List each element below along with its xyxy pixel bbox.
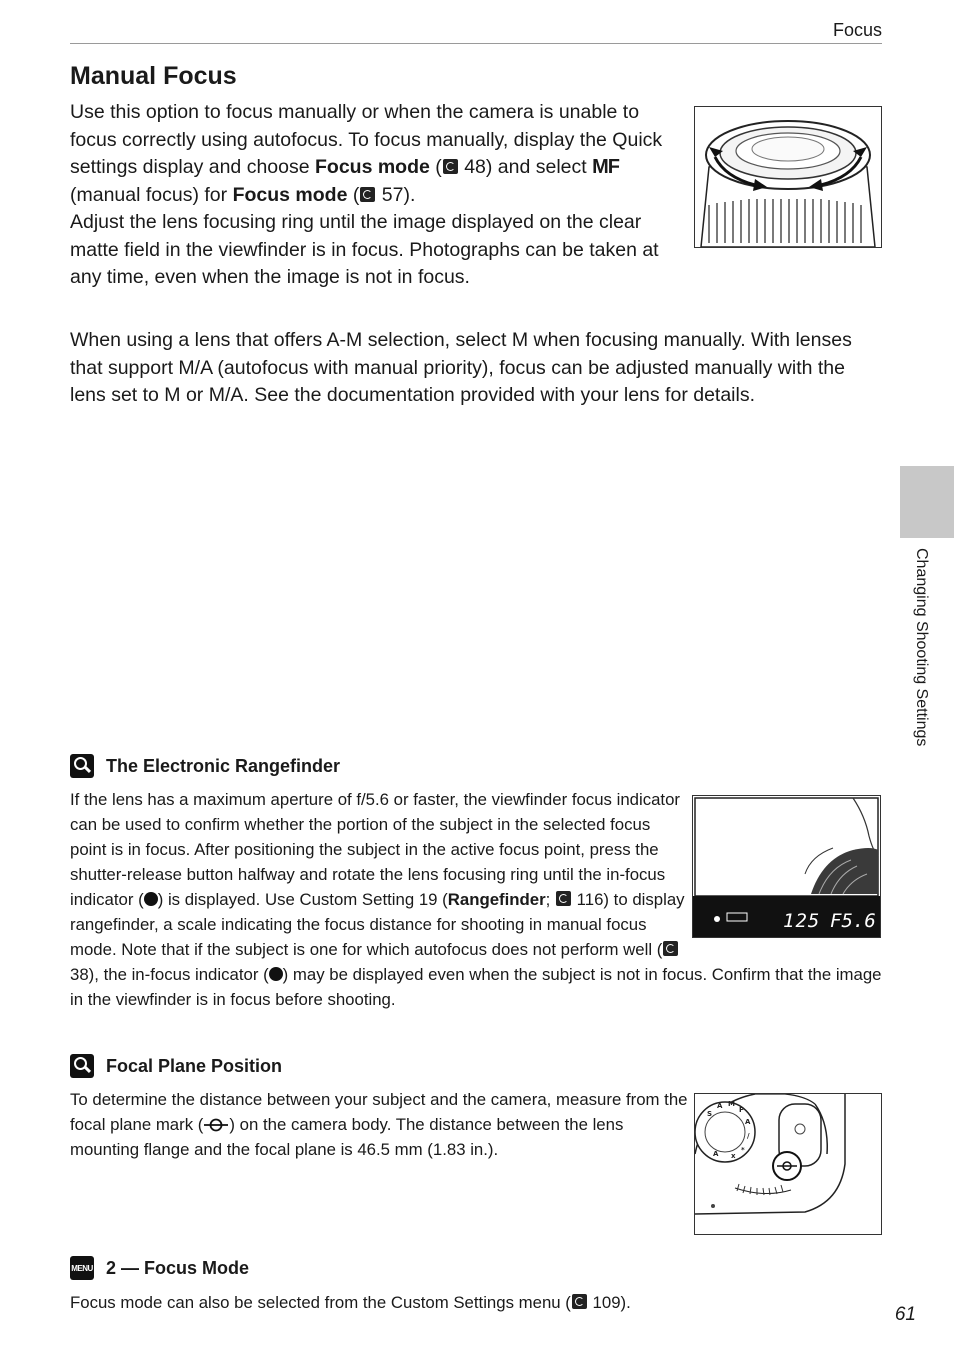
in-focus-indicator-icon bbox=[144, 892, 158, 906]
svg-text:A: A bbox=[713, 1150, 719, 1158]
intro-text: 48) and select bbox=[458, 156, 593, 178]
manual-focus-icon: MF bbox=[592, 156, 620, 178]
focal-plane-mark-icon bbox=[203, 1118, 229, 1132]
page-number: 61 bbox=[894, 1304, 916, 1325]
rangefinder-heading bbox=[70, 754, 340, 778]
svg-text:S: S bbox=[707, 1110, 713, 1118]
in-focus-indicator-icon bbox=[269, 967, 283, 981]
rangefinder-body bbox=[70, 787, 885, 1012]
am-selection-paragraph: When using a lens that offers A-M selection, select M when focusing manually. With lenses that support M/A (autofocus with manual priority), focus can be adjusted manually with the lens set to M or M/A. See the documentation provided with your lens for details. bbox=[70, 329, 852, 406]
header-rule bbox=[70, 43, 882, 44]
intro-text: 57). bbox=[376, 183, 416, 206]
rangefinder-term: Rangefinder bbox=[447, 890, 546, 909]
focus-mode-ref-text: 109). bbox=[587, 1293, 631, 1312]
camera-top-illustration bbox=[694, 1093, 882, 1235]
focus-mode-ref-paragraph bbox=[70, 1290, 770, 1315]
rangefinder-text: ) may be displayed even when the subject is not in focus. Confirm that the image in the viewfinder is in focus before shooting. bbox=[70, 965, 882, 1009]
svg-text:x: x bbox=[731, 1152, 736, 1160]
vf-aperture-readout: F5.6 bbox=[830, 910, 876, 932]
intro-text: (manual focus) for bbox=[70, 183, 233, 206]
page-reference-icon bbox=[556, 891, 571, 906]
rangefinder-text: ) is displayed. Use Custom Setting 19 ( bbox=[157, 890, 448, 909]
rangefinder-text: 38), the in-focus indicator ( bbox=[70, 965, 269, 984]
page-reference-icon bbox=[572, 1294, 587, 1309]
lens-focus-ring-illustration bbox=[694, 106, 882, 248]
svg-text:M: M bbox=[728, 1100, 735, 1108]
svg-text:*: * bbox=[741, 1146, 745, 1154]
focal-plane-text: To determine the distance between your subject and the camera, measure from the focal plane mark ( bbox=[70, 1090, 688, 1134]
svg-text:A: A bbox=[745, 1118, 751, 1126]
intro-text: Use this option to focus manually or when the camera is unable to focus correctly using autofocus. To focus manually, display the Quick settings display and choose bbox=[70, 101, 663, 178]
chapter-side-label: Changing Shooting Settings bbox=[913, 548, 930, 747]
svg-text:/: / bbox=[747, 1132, 750, 1140]
focal-plane-text: ) on the camera body. The distance between the lens mounting flange and the focal plane is 46.5 mm (1.83 in.). bbox=[70, 1115, 624, 1159]
focus-mode-ref-heading-text: 2 — Focus Mode bbox=[106, 1257, 250, 1278]
page-reference-icon bbox=[663, 941, 678, 956]
focal-plane-heading bbox=[70, 1054, 282, 1078]
page-title: Manual Focus bbox=[70, 62, 237, 90]
rangefinder-text: If the lens has a maximum aperture of f/5.6 or faster, the viewfinder focus indicator can be used to confirm whether the portion of the subject in the selected focus point is in focus. After positioning the subject in the active focus point, press the shutter-release button halfway and rotate the lens focusing ring until the in-focus indicator ( bbox=[70, 790, 681, 909]
focal-plane-paragraph bbox=[70, 1087, 688, 1162]
camera-top-drawing bbox=[695, 1094, 881, 1234]
rangefinder-text: 116) to display rangefinder, a scale indicating the focus distance for shooting in manual focus mode. Note that if the subject is one for which autofocus does not perform well ( bbox=[70, 890, 685, 959]
intro-paragraph-2: Adjust the lens focusing ring until the image displayed on the clear matte field in the viewfinder is in focus. Photographs can be taken at any time, even when the image is not in focus. bbox=[70, 211, 659, 288]
intro-paragraph-1 bbox=[70, 99, 680, 209]
intro-text: ( bbox=[347, 183, 360, 206]
focus-mode-term: Focus mode bbox=[315, 156, 430, 178]
vf-shutter-readout: 125 bbox=[783, 910, 821, 932]
focus-mode-ref-heading bbox=[70, 1256, 249, 1280]
svg-text:A: A bbox=[717, 1102, 723, 1110]
chapter-side-tab bbox=[900, 466, 954, 538]
page-reference-icon bbox=[443, 159, 458, 174]
note-magnifier-icon bbox=[70, 1054, 94, 1078]
intro-text: ( bbox=[429, 156, 442, 178]
running-header: Focus bbox=[832, 20, 882, 40]
page-reference-icon bbox=[360, 187, 375, 202]
lens-drawing bbox=[695, 107, 881, 247]
menu-icon: MENU bbox=[70, 1256, 94, 1280]
focus-mode-ref-text: Focus mode can also be selected from the Custom Settings menu ( bbox=[70, 1293, 571, 1312]
rangefinder-text: ; bbox=[545, 890, 555, 909]
intro-block bbox=[70, 99, 680, 292]
note-magnifier-icon bbox=[70, 754, 94, 778]
focus-mode-term: Focus mode bbox=[232, 183, 348, 206]
rangefinder-heading-text: The Electronic Rangefinder bbox=[106, 755, 341, 776]
focal-plane-heading-text: Focal Plane Position bbox=[106, 1055, 283, 1076]
svg-text:P: P bbox=[739, 1106, 745, 1114]
